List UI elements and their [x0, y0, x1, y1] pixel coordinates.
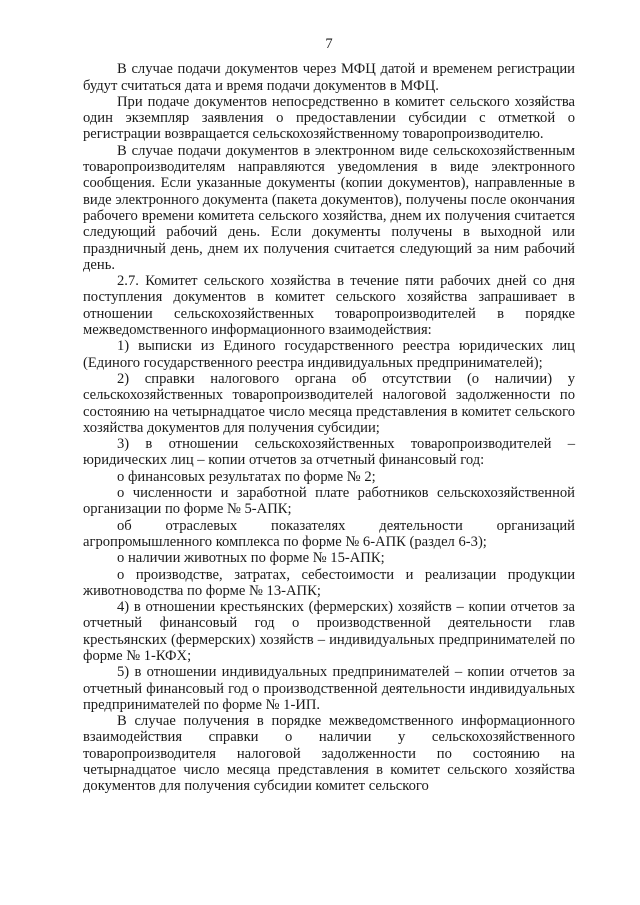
sub-item-form-2: о финансовых результатах по форме № 2;	[117, 468, 376, 485]
document-page	[83, 36, 575, 795]
paragraph-tax-debt-case: В случае получения в порядке межведомственного информационного взаимодействия справки о наличии у сельскохозяйственного товаропроизводителя налоговой задолженности по состоянию на четырнадцатое число месяца представления в комитет сельского хозяйства документов для получения субсидии комитет сельского	[83, 713, 575, 795]
paragraph-2-7: 2.7. Комитет сельского хозяйства в течение пяти рабочих дней со дня поступления документов в комитет сельского хозяйства запрашивает в отношении сельскохозяйственных товаропроизводителей в порядке межведомственного информационного взаимодействия:	[83, 273, 575, 339]
sub-item-form-6-apk: об отраслевых показателях деятельности организаций агропромышленного комплекса по форме № 6-АПК (раздел 6-3);	[83, 517, 575, 550]
list-item-3: 3) в отношении сельскохозяйственных товаропроизводителей – юридических лиц – копии отчетов за отчетный финансовый год:	[83, 436, 575, 469]
paragraph-mfc-registration: В случае подачи документов через МФЦ датой и временем регистрации будут считаться дата и время подачи документов в МФЦ.	[83, 61, 575, 94]
paragraph-direct-submission: При подаче документов непосредственно в комитет сельского хозяйства один экземпляр заявления о предоставлении субсидии с отметкой о регистрации возвращается сельскохозяйственному товаропроизводителю.	[83, 93, 575, 143]
sub-item-form-15-apk: о наличии животных по форме № 15-АПК;	[117, 550, 385, 567]
page-number: 7	[325, 36, 333, 52]
list-item-2: 2) справки налогового органа об отсутствии (о наличии) у сельскохозяйственных товаропроизводителей налоговой задолженности по состоянию на четырнадцатое число месяца представления в комитет сельского хозяйства документов для получения субсидии;	[83, 370, 575, 436]
list-item-5: 5) в отношении индивидуальных предпринимателей – копии отчетов за отчетный финансовый год о производственной деятельности индивидуальных предпринимателей по форме № 1-ИП.	[83, 664, 575, 713]
sub-item-form-13-apk: о производстве, затратах, себестоимости и реализации продукции животноводства по форме № 13-АПК;	[83, 566, 575, 599]
list-item-4: 4) в отношении крестьянских (фермерских) хозяйств – копии отчетов за отчетный финансовый год о производственной деятельности глав крестьянских (фермерских) хозяйств – индивидуальных предпринимателей по форме № 1-КФХ;	[83, 599, 575, 664]
list-item-1: 1) выписки из Единого государственного реестра юридических лиц (Единого государственного реестра индивидуальных предпринимателей);	[83, 338, 575, 371]
sub-item-form-5-apk: о численности и заработной плате работников сельскохозяйственной организации по форме № 5-АПК;	[83, 485, 575, 518]
document-body	[83, 61, 575, 794]
paragraph-electronic-submission: В случае подачи документов в электронном виде сельскохозяйственным товаропроизводителям направляются уведомления в виде электронного сообщения. Если указанные документы (копии документов), направленные в виде электронного документа (пакета документов), получены после окончания рабочего времени комитета сельского хозяйства, днем их получения считается следующий рабочий день. Если документы получены в выходной или праздничный день, днем их получения считается следующий за ним рабочий день.	[83, 142, 575, 273]
